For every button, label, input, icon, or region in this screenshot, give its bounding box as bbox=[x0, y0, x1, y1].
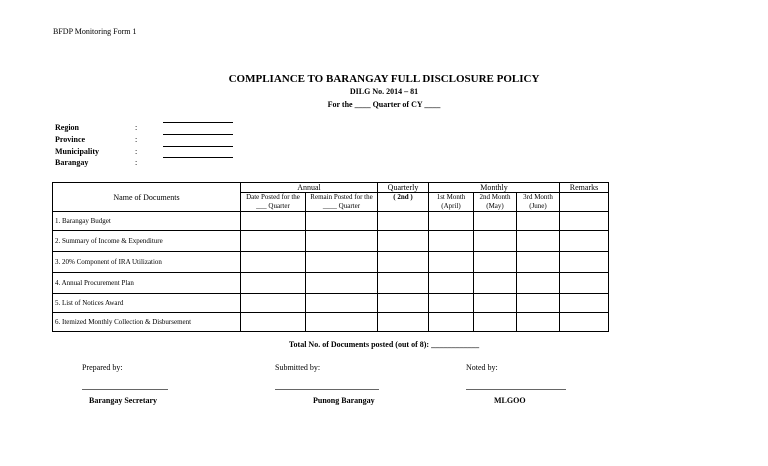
document-name: 1. Barangay Budget bbox=[53, 212, 241, 231]
memo-reference: DILG No. 2014 – 81 bbox=[349, 87, 419, 96]
noted-by-name: MLGOO bbox=[494, 396, 526, 405]
field-colon: : bbox=[135, 135, 138, 144]
table-row bbox=[53, 294, 609, 313]
region-input-line[interactable] bbox=[163, 122, 233, 123]
entry-cell[interactable] bbox=[429, 294, 474, 313]
form-title: COMPLIANCE TO BARANGAY FULL DISCLOSURE POLICY bbox=[228, 73, 540, 85]
entry-cell[interactable] bbox=[560, 294, 609, 313]
entry-cell[interactable] bbox=[517, 294, 560, 313]
remarks-header: Remarks bbox=[560, 183, 609, 193]
field-label-region: Region bbox=[55, 123, 79, 132]
field-colon: : bbox=[135, 147, 138, 156]
entry-cell[interactable] bbox=[429, 313, 474, 332]
document-name: 2. Summary of Income & Expenditure bbox=[53, 231, 241, 252]
entry-cell[interactable] bbox=[474, 313, 517, 332]
entry-cell[interactable] bbox=[560, 252, 609, 273]
entry-cell[interactable] bbox=[517, 273, 560, 294]
name-of-documents-header: Name of Documents bbox=[53, 183, 241, 212]
quarterly-header: Quarterly bbox=[378, 183, 429, 193]
entry-cell[interactable] bbox=[474, 273, 517, 294]
noted-by-label: Noted by: bbox=[466, 363, 498, 372]
municipality-input-line[interactable] bbox=[163, 146, 233, 147]
entry-cell[interactable] bbox=[560, 273, 609, 294]
document-name: 6. Itemized Monthly Collection & Disbursement bbox=[53, 313, 241, 332]
entry-cell[interactable] bbox=[474, 294, 517, 313]
prepared-by-signature-line[interactable] bbox=[82, 389, 168, 390]
entry-cell[interactable] bbox=[241, 231, 306, 252]
entry-cell[interactable] bbox=[306, 231, 378, 252]
table-row bbox=[53, 313, 609, 332]
entry-cell[interactable] bbox=[378, 313, 429, 332]
prepared-by-label: Prepared by: bbox=[82, 363, 123, 372]
entry-cell[interactable] bbox=[474, 231, 517, 252]
entry-cell[interactable] bbox=[241, 294, 306, 313]
reporting-period: For the ____ Quarter of CY ____ bbox=[327, 100, 441, 109]
entry-cell[interactable] bbox=[306, 273, 378, 294]
entry-cell[interactable] bbox=[517, 231, 560, 252]
prepared-by-name: Barangay Secretary bbox=[89, 396, 158, 405]
entry-cell[interactable] bbox=[474, 252, 517, 273]
monthly-header: Monthly bbox=[429, 183, 560, 193]
entry-cell[interactable] bbox=[517, 313, 560, 332]
entry-cell[interactable] bbox=[429, 273, 474, 294]
submitted-by-label: Submitted by: bbox=[275, 363, 321, 372]
entry-cell[interactable] bbox=[429, 252, 474, 273]
submitted-by-signature-line[interactable] bbox=[275, 389, 379, 390]
field-label-province: Province bbox=[55, 135, 86, 144]
month2-header: 2nd Month (May) bbox=[474, 193, 517, 212]
field-colon: : bbox=[135, 158, 138, 167]
annual-header: Annual bbox=[241, 183, 378, 193]
entry-cell[interactable] bbox=[517, 252, 560, 273]
entry-cell[interactable] bbox=[306, 313, 378, 332]
table-row bbox=[53, 212, 609, 231]
entry-cell[interactable] bbox=[517, 212, 560, 231]
entry-cell[interactable] bbox=[378, 212, 429, 231]
entry-cell[interactable] bbox=[560, 212, 609, 231]
province-input-line[interactable] bbox=[163, 134, 233, 135]
entry-cell[interactable] bbox=[241, 212, 306, 231]
form-id: BFDP Monitoring Form 1 bbox=[53, 27, 137, 36]
month3-header: 3rd Month (June) bbox=[517, 193, 560, 212]
entry-cell[interactable] bbox=[306, 252, 378, 273]
barangay-input-line[interactable] bbox=[163, 157, 233, 158]
entry-cell[interactable] bbox=[241, 313, 306, 332]
entry-cell[interactable] bbox=[429, 231, 474, 252]
document-name: 5. List of Notices Award bbox=[53, 294, 241, 313]
annual-date-posted-header: Date Posted for the ___ Quarter bbox=[241, 193, 306, 212]
remarks-sub-cell bbox=[560, 193, 609, 212]
entry-cell[interactable] bbox=[560, 231, 609, 252]
entry-cell[interactable] bbox=[241, 273, 306, 294]
table-row bbox=[53, 273, 609, 294]
entry-cell[interactable] bbox=[429, 212, 474, 231]
quarterly-sub-header: ( 2nd ) bbox=[378, 193, 429, 212]
document-name: 4. Annual Procurement Plan bbox=[53, 273, 241, 294]
entry-cell[interactable] bbox=[378, 231, 429, 252]
entry-cell[interactable] bbox=[306, 294, 378, 313]
entry-cell[interactable] bbox=[306, 212, 378, 231]
entry-cell[interactable] bbox=[474, 212, 517, 231]
entry-cell[interactable] bbox=[378, 294, 429, 313]
month1-header: 1st Month (April) bbox=[429, 193, 474, 212]
table-row bbox=[53, 231, 609, 252]
field-label-municipality: Municipality bbox=[55, 147, 100, 156]
total-documents-posted: Total No. of Documents posted (out of 8): ____________ bbox=[288, 340, 480, 349]
submitted-by-name: Punong Barangay bbox=[313, 396, 375, 405]
documents-table bbox=[52, 182, 609, 332]
table-row bbox=[53, 252, 609, 273]
entry-cell[interactable] bbox=[560, 313, 609, 332]
entry-cell[interactable] bbox=[378, 273, 429, 294]
document-name: 3. 20% Component of IRA Utilization bbox=[53, 252, 241, 273]
noted-by-signature-line[interactable] bbox=[466, 389, 566, 390]
field-label-barangay: Barangay bbox=[55, 158, 89, 167]
field-colon: : bbox=[135, 123, 138, 132]
entry-cell[interactable] bbox=[378, 252, 429, 273]
annual-remain-posted-header: Remain Posted for the ____ Quarter bbox=[306, 193, 378, 212]
entry-cell[interactable] bbox=[241, 252, 306, 273]
